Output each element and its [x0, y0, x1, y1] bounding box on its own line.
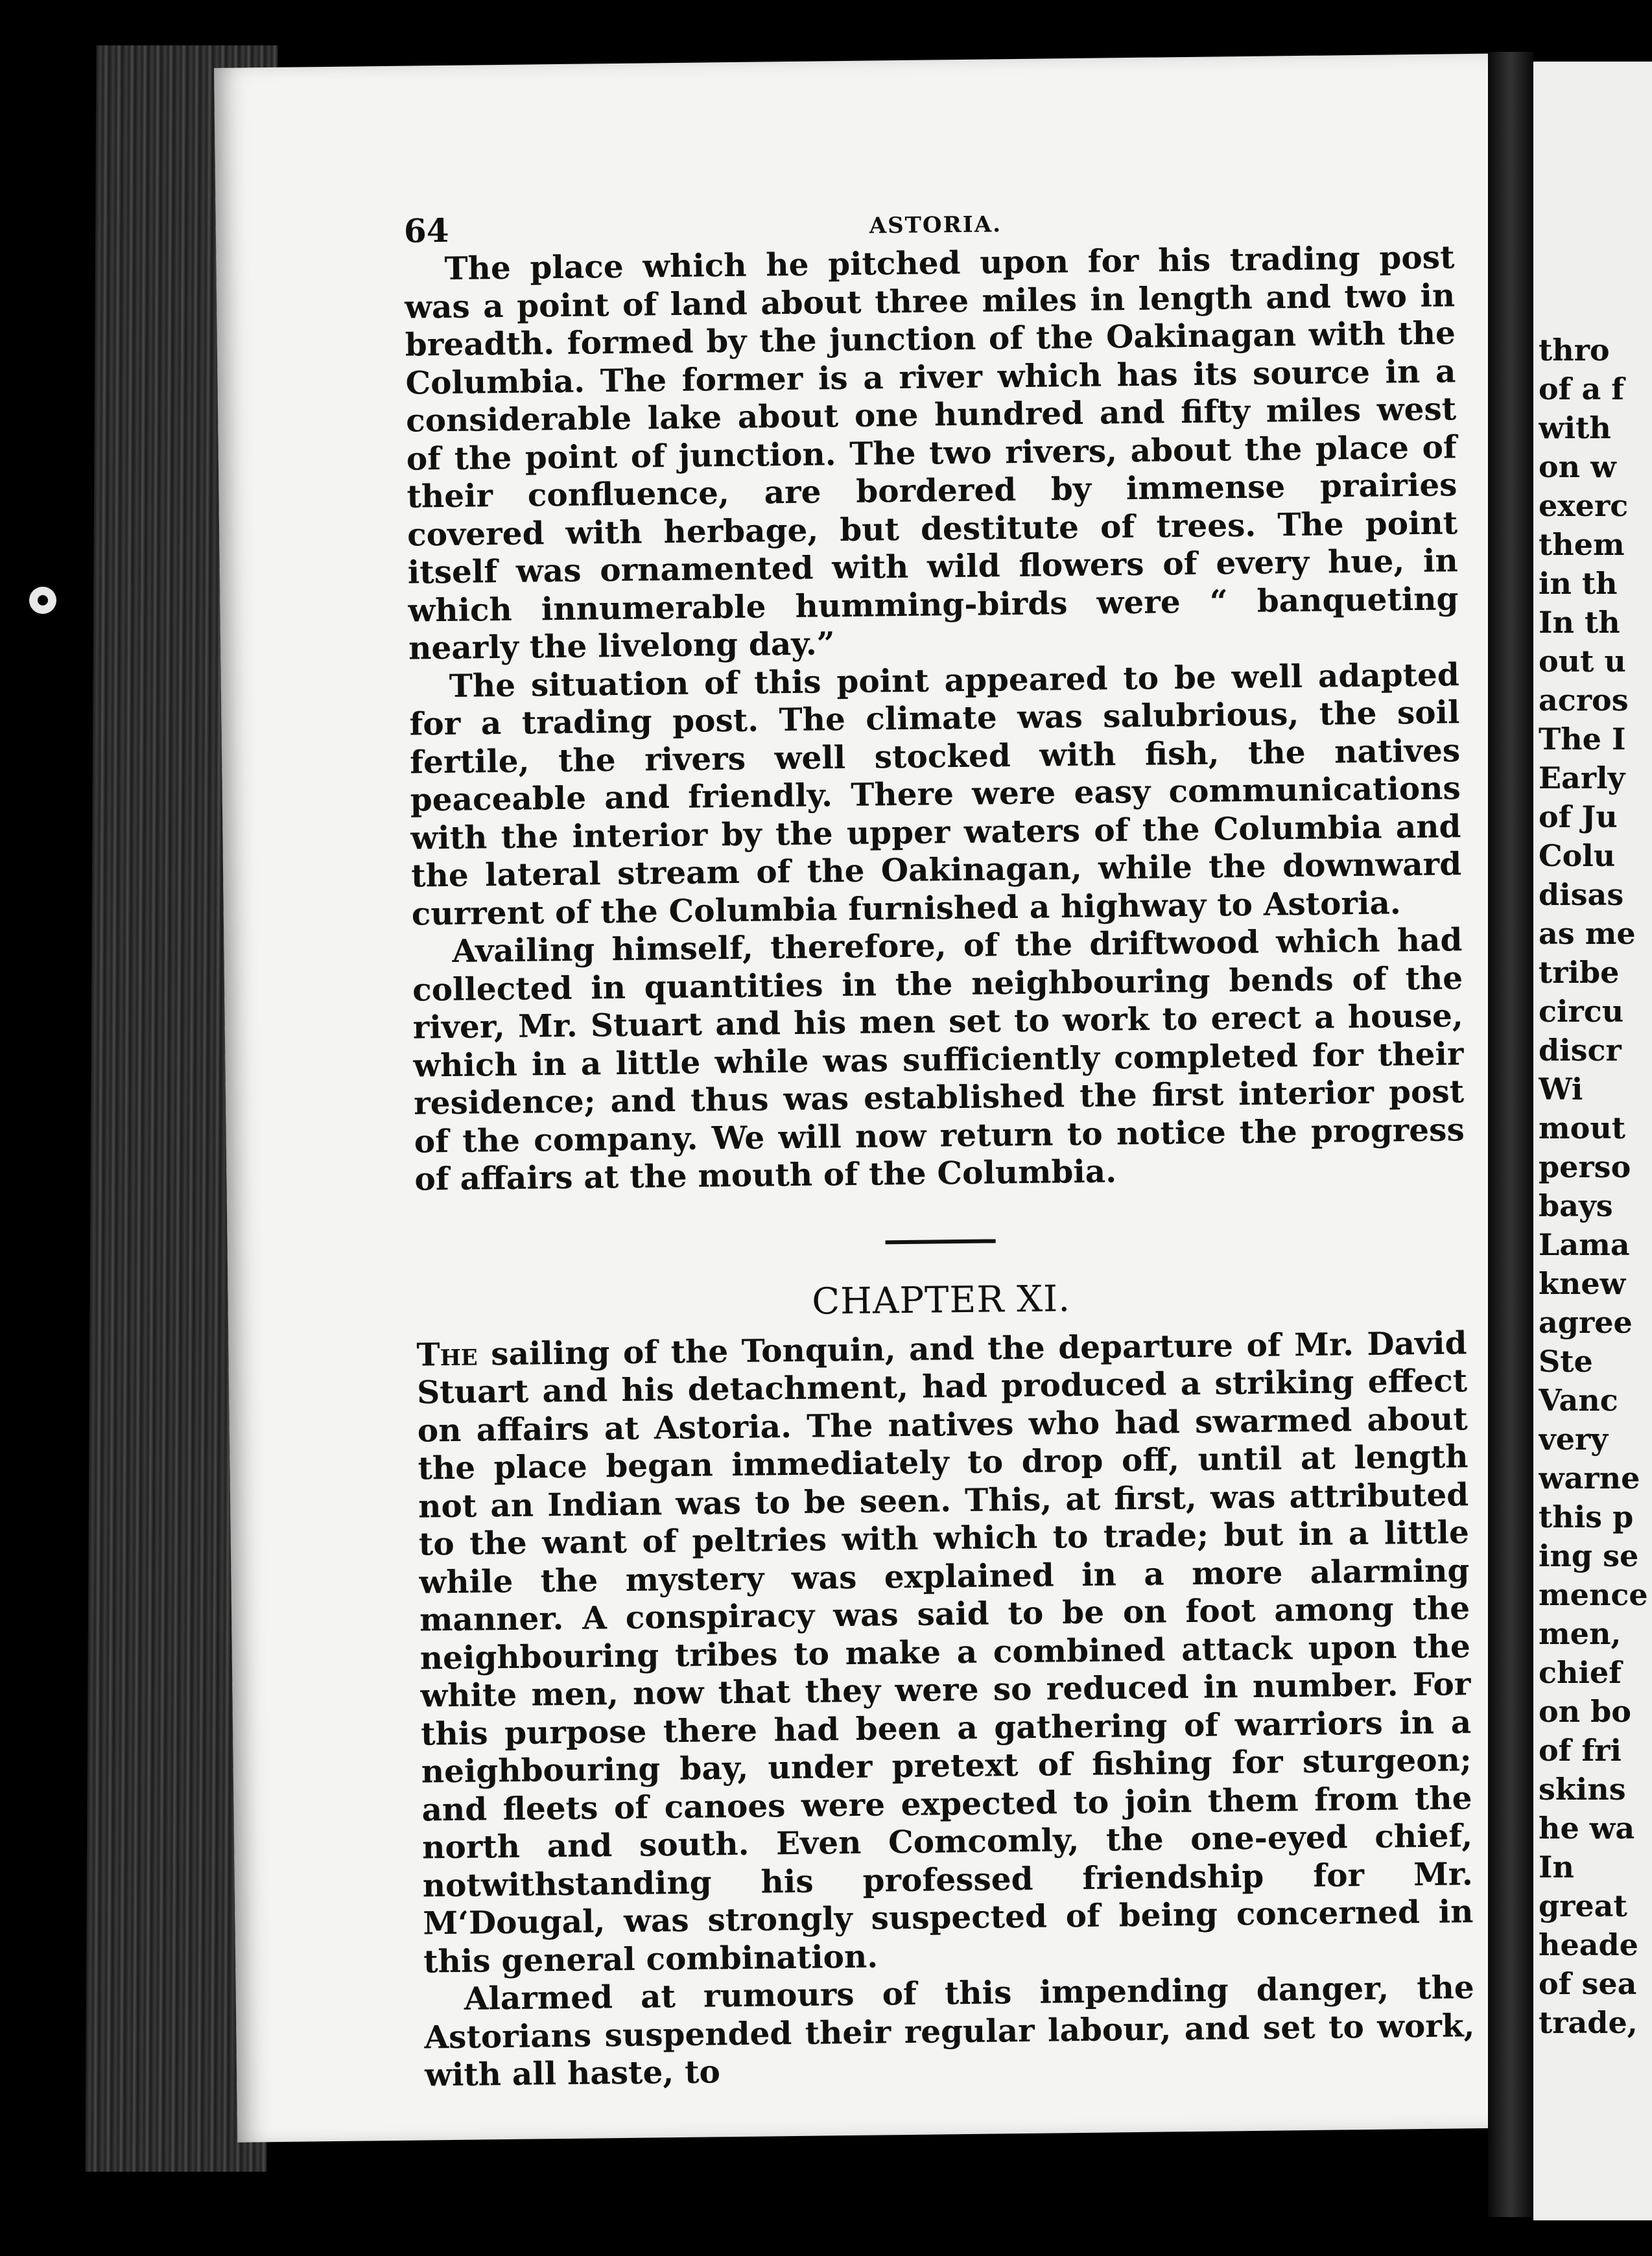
- facing-page-line: of a f: [1539, 371, 1625, 406]
- facing-page-line: Early: [1539, 760, 1625, 795]
- facing-page-line: Colu: [1539, 838, 1616, 873]
- facing-page-line: in th: [1539, 566, 1618, 601]
- chapter-heading: CHAPTER XI.: [811, 1277, 1071, 1323]
- facing-page-line: warne: [1539, 1461, 1640, 1496]
- facing-page-line: of fri: [1539, 1733, 1622, 1768]
- facing-page-line: acros: [1539, 683, 1629, 718]
- section-rule: [886, 1239, 996, 1244]
- scan-speck: [29, 587, 56, 614]
- chapter-paragraph-1-text: sailing of the Tonquin, and the departure of Mr. David Stuart and his detachment, had produced a striking effect on affairs at Astoria. The natives who had swarmed about the place began immediately to drop off, until at length not an Indian was to be seen. This, at first, was attributed to the want of peltries with which to trade; but in a little while the mystery was explained in a more alarming manner. A conspiracy was said to be on foot among the neighbouring tribes to make a combined attack upon the white men, now that they were so reduced in number. For this purpose there had been a gathering of warriors in a neighbouring bay, under pretext of fishing for sturgeon; and fleets of canoes were expected to join them from the north and south. Even Comcomly, the one-eyed chief, notwithstanding his professed friendship for Mr. M‘Dougal, was strongly suspected of being concerned in this general combination.: [416, 1324, 1474, 1980]
- facing-page-line: out u: [1539, 644, 1626, 679]
- facing-page-line: skins: [1539, 1772, 1626, 1807]
- facing-page-line: on w: [1539, 449, 1616, 484]
- facing-page-line: this p: [1539, 1499, 1634, 1534]
- facing-page-line: of sea: [1539, 1966, 1637, 2001]
- facing-page-line: knew: [1539, 1266, 1626, 1301]
- facing-page-line: disas: [1539, 877, 1624, 912]
- facing-page: [1533, 62, 1652, 2220]
- facing-page-line: Lama: [1539, 1227, 1630, 1262]
- facing-page-line: them: [1539, 527, 1625, 562]
- chapter-paragraph-2: Alarmed at rumours of this impending danger, the Astorians suspended their regular labour, and set to work, with all haste, to: [424, 1969, 1475, 2094]
- facing-page-line: Ste: [1539, 1344, 1593, 1379]
- facing-page-line: Wi: [1539, 1072, 1583, 1107]
- facing-page-line: discr: [1539, 1033, 1622, 1068]
- facing-page-line: exerc: [1539, 488, 1629, 523]
- facing-page-line: very: [1539, 1422, 1608, 1457]
- facing-page-line: trade,: [1539, 2005, 1638, 2040]
- facing-page-line: of Ju: [1539, 799, 1618, 834]
- facing-page-line: he wa: [1539, 1811, 1635, 1846]
- facing-page-line: Vanc: [1539, 1383, 1618, 1418]
- facing-page-line: perso: [1539, 1149, 1631, 1184]
- facing-page-line: agree: [1539, 1305, 1633, 1340]
- facing-page-line: great: [1539, 1888, 1627, 1923]
- page-number: 64: [403, 211, 449, 250]
- facing-page-line: circu: [1539, 994, 1624, 1029]
- facing-page-line: ing se: [1539, 1538, 1639, 1573]
- book-page: [214, 53, 1528, 2142]
- facing-page-line: In th: [1539, 605, 1620, 640]
- facing-page-line: thro: [1539, 333, 1610, 368]
- facing-page-line: tribe: [1539, 955, 1620, 990]
- body-text: [404, 239, 1475, 2095]
- facing-page-text: [1539, 331, 1652, 2042]
- facing-page-line: mout: [1539, 1110, 1626, 1146]
- facing-page-line: on bo: [1539, 1694, 1631, 1729]
- facing-page-line: as me: [1539, 916, 1636, 951]
- facing-page-line: mence: [1539, 1577, 1648, 1612]
- chapter-paragraph-1: [416, 1324, 1474, 1981]
- facing-page-line: bays: [1539, 1188, 1613, 1223]
- paragraph-3: Availing himself, therefore, of the driftwood which had collected in quantities in the neighbouring bends of the river, Mr. Stuart and his men set to work to erect a house, which in a little while was sufficiently completed for their residence; and thus was established the first interior post of the company. We will now return to notice the progress of affairs at the mouth of the Columbia.: [412, 921, 1465, 1198]
- facing-page-line: The I: [1539, 722, 1626, 757]
- facing-page-line: heade: [1539, 1927, 1638, 1962]
- running-title: ASTORIA.: [869, 211, 1002, 239]
- paragraph-2: The situation of this point appeared to be well adapted for a trading post. The climate was salubrious, the soil fertile, the rivers well stocked with fish, the natives peaceable and friendly. There were easy communications with the interior by the upper waters of the Columbia and the lateral stream of the Oakinagan, while the downward current of the Columbia furnished a highway to Astoria.: [409, 655, 1462, 933]
- book-gutter: [1488, 52, 1533, 2217]
- facing-page-line: men,: [1539, 1616, 1622, 1651]
- facing-page-line: In: [1539, 1850, 1574, 1885]
- paragraph-1: The place which he pitched upon for his trading post was a point of land about three miles in length and two in breadth. formed by the junction of the Oakinagan with the Columbia. The former is a river which has its source in a considerable lake about one hundred and fifty miles west of the point of junction. The two rivers, about the place of their confluence, are bordered by immense prairies covered with herbage, but destitute of trees. The point itself was ornamented with wild flowers of every hue, in which innumerable humming-birds were “ banqueting nearly the livelong day.”: [404, 239, 1459, 667]
- facing-page-line: chief: [1539, 1655, 1622, 1690]
- facing-page-line: with: [1539, 410, 1611, 445]
- chapter-first-word: The: [416, 1335, 478, 1374]
